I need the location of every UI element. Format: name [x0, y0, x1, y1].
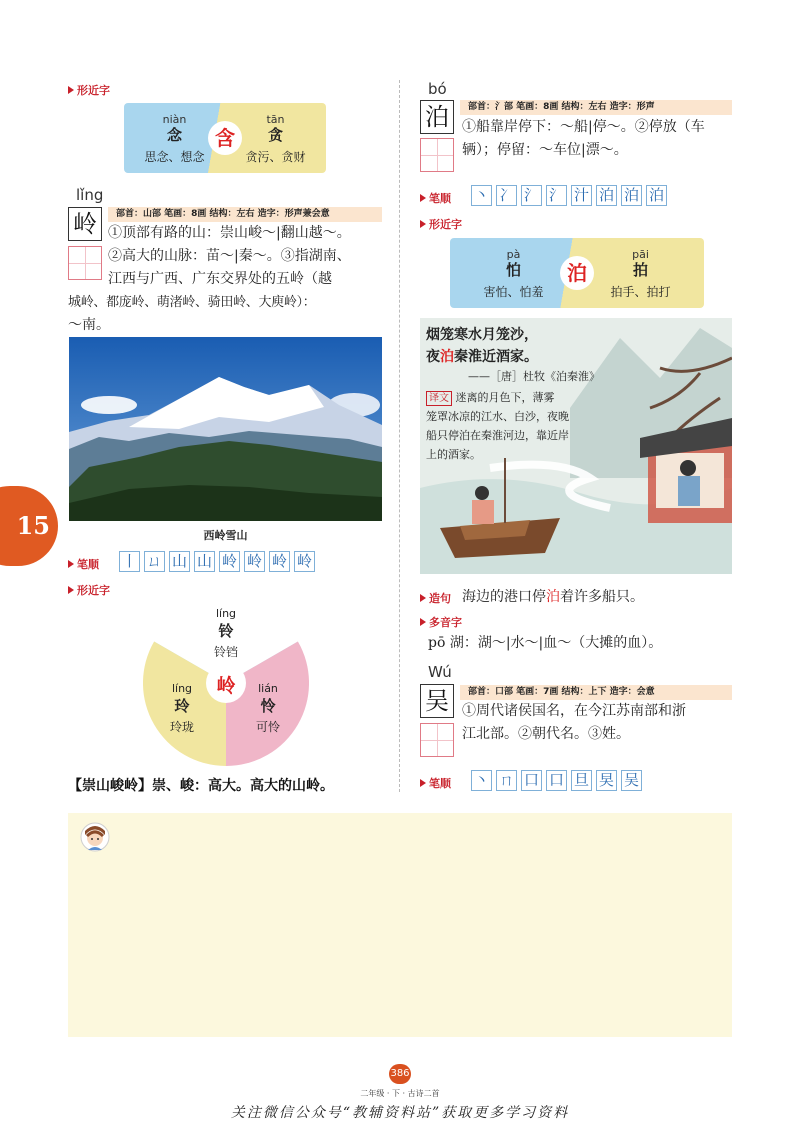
entry-pinyin: Wú — [428, 663, 452, 681]
stroke-order-tag: 笔顺 — [420, 775, 451, 791]
stroke-order-tag: 笔顺 — [420, 190, 451, 206]
stroke-step: 山 — [194, 551, 215, 572]
similar-chars-tag: 形近字 — [68, 82, 110, 98]
stroke-step: 山 — [169, 551, 190, 572]
stroke-step: 岭 — [244, 551, 265, 572]
stroke-step: 岭 — [219, 551, 240, 572]
similar-card-left: pà 怕 害怕、怕羞 — [450, 238, 577, 308]
char-label: 贪 — [267, 126, 283, 144]
stroke-order-row — [119, 551, 315, 572]
entry-pinyin: bó — [428, 80, 447, 98]
entry-meta-bar: 部首：口部 笔画：7画 结构：上下 造字：会意 — [460, 685, 732, 700]
stroke-step: 口 — [521, 770, 542, 791]
sentence-tag: 造句 — [420, 590, 451, 606]
stroke-order-row — [471, 770, 642, 791]
column-divider — [399, 80, 400, 792]
writing-grid — [68, 246, 102, 280]
similar-chars-tag-2: 形近字 — [68, 582, 110, 598]
stroke-step: 泊 — [621, 185, 642, 206]
stroke-step: 岭 — [269, 551, 290, 572]
footer-book-info: 二年级 · 下 · 古诗二首 — [360, 1089, 440, 1098]
entry-char: 泊 — [420, 100, 454, 134]
stroke-step: 丶 — [471, 770, 492, 791]
photo-caption: 西岭雪山 — [203, 529, 248, 542]
words-label: 贪污、贪财 — [245, 150, 306, 164]
similar-chars-tag: 形近字 — [420, 216, 462, 232]
pie-center-char: 岭 — [216, 675, 236, 697]
center-char: 泊 — [560, 256, 594, 290]
stroke-step: 氵 — [521, 185, 542, 206]
stroke-order-row — [471, 185, 667, 206]
stroke-step: ㄩ — [144, 551, 165, 572]
idiom-note: 【崇山峻岭】崇、峻：高大。高大的山岭。 — [68, 778, 334, 794]
notes-area[interactable] — [68, 813, 732, 1037]
entry-meta-bar: 部首：氵部 笔画：8画 结构：左右 造字：形声 — [460, 100, 732, 115]
char-label: 念 — [166, 126, 182, 144]
entry-definition-cont: 城岭、都庞岭、萌渚岭、骑田岭、大庾岭）： ～南。 — [68, 295, 316, 333]
lesson-number-badge: 15 — [0, 486, 58, 566]
pinyin-label: niàn — [162, 113, 187, 126]
similar-card-right: pāi 拍 拍手、拍打 — [577, 238, 704, 308]
pie-right-segment: lián 怜 可怜 — [255, 682, 280, 734]
stroke-order-tag: 笔顺 — [68, 556, 99, 572]
stroke-step: 岭 — [294, 551, 315, 572]
similar-chars-card — [124, 103, 326, 173]
similar-chars-card — [450, 238, 704, 308]
pie-top-segment: líng 铃 铃铛 — [213, 607, 238, 659]
stroke-step: 泊 — [596, 185, 617, 206]
entry-definition: ①船靠岸停下：～船|停～。②停放（车 辆）；停留：～车位|漂～。 — [462, 119, 705, 158]
stroke-step: 丨 — [119, 551, 140, 572]
entry-meta-bar: 部首：山部 笔画：8画 结构：左右 造字：形声兼会意 — [108, 207, 382, 222]
pie-left-segment: líng 玲 玲珑 — [169, 682, 194, 734]
stroke-step: 泊 — [646, 185, 667, 206]
entry-pinyin: lǐng — [76, 186, 104, 204]
polyphone-text: pō 湖：湖～|水～|血～（大摊的血）。 — [428, 635, 663, 651]
poem-text: 烟笼寒水月笼沙， 夜泊秦淮近酒家。 ——［唐］杜牧《泊秦淮》 译文 迷离的月色下，薄雾 笼罩冰凉的江水、白沙，夜晚 船只停泊在秦淮河边，靠近岸 上的酒家。 — [426, 327, 600, 461]
polyphone-tag: 多音字 — [420, 614, 462, 630]
stroke-step: 吴 — [621, 770, 642, 791]
stroke-step: 口 — [546, 770, 567, 791]
pinyin-label: tān — [266, 113, 285, 126]
writing-grid — [420, 723, 454, 757]
stroke-step: 冫 — [496, 185, 517, 206]
stroke-step: 旦 — [571, 770, 592, 791]
translation-tag: 译文 — [426, 391, 452, 406]
entry-definition: ①周代诸侯国名，在今江苏南部和浙 江北部。②朝代名。③姓。 — [462, 703, 686, 742]
page-number: 386 — [389, 1064, 411, 1084]
stroke-step: ㄇ — [496, 770, 517, 791]
student-avatar-icon — [80, 822, 110, 852]
entry-definition: ①顶部有路的山：崇山峻～|翻山越～。 ②高大的山脉：苗～|秦～。③指湖南、 江西与广西、广东交界处的五岭（越 — [108, 225, 351, 287]
words-label: 思念、想念 — [144, 150, 205, 164]
example-sentence: 海边的港口停泊着许多船只。 — [462, 589, 644, 605]
mountain-photo — [69, 337, 382, 521]
stroke-step: 氵 — [546, 185, 567, 206]
footer-watermark: 关注微信公众号“教辅资料站”获取更多学习资料 — [230, 1105, 570, 1121]
writing-grid — [420, 138, 454, 172]
center-char: 含 — [208, 121, 242, 155]
entry-char: 岭 — [68, 207, 102, 241]
stroke-step: 旲 — [596, 770, 617, 791]
entry-char: 吴 — [420, 684, 454, 718]
stroke-step: 汁 — [571, 185, 592, 206]
stroke-step: 丶 — [471, 185, 492, 206]
